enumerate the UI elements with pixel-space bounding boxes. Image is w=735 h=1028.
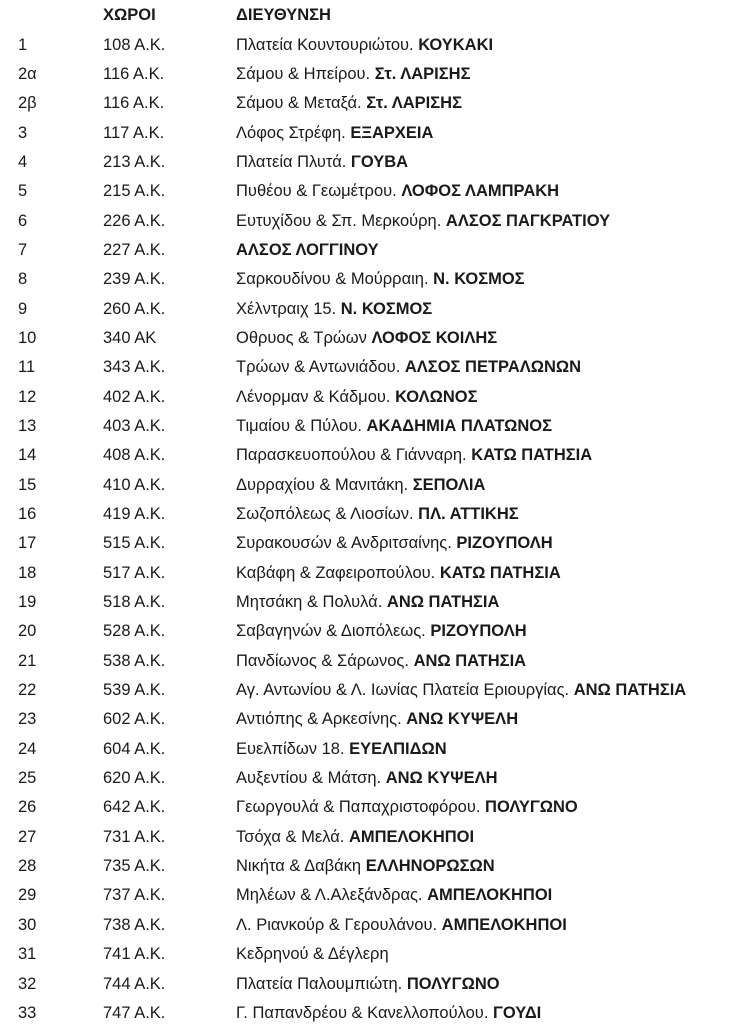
row-address: [236, 798, 735, 817]
address-neighborhood: ΑΝΩ ΠΑΤΗΣΙΑ: [573, 681, 687, 700]
column-header-xoroi: ΧΩΡΟΙ: [103, 6, 156, 25]
row-address: [236, 534, 735, 553]
table-row: [0, 881, 735, 910]
address-neighborhood: ΣΕΠΟΛΙΑ: [412, 475, 486, 494]
row-spaces: 620 Α.Κ.: [103, 769, 166, 788]
address-neighborhood: Στ. ΛΑΡΙΣΗΣ: [374, 64, 471, 83]
row-spaces: 402 Α.Κ.: [103, 387, 166, 406]
address-street: Σαρκουδίνου & Μούρραιη.: [236, 270, 429, 289]
table-row: [0, 441, 735, 470]
row-number: 17: [18, 534, 37, 553]
address-street: Τρώων & Αντωνιάδου.: [236, 358, 401, 377]
row-number: 18: [18, 563, 37, 582]
row-number: 25: [18, 769, 37, 788]
row-address: [236, 241, 735, 260]
row-spaces: 515 Α.Κ.: [103, 534, 166, 553]
row-number: 14: [18, 446, 37, 465]
address-neighborhood: Ν. ΚΟΣΜΟΣ: [433, 270, 525, 289]
address-street: Πανδίωνος & Σάρωνος.: [236, 651, 409, 670]
address-street: Ευτυχίδου & Σπ. Μερκούρη.: [236, 211, 442, 230]
row-spaces: 410 Α.Κ.: [103, 475, 166, 494]
row-address: [236, 652, 735, 671]
row-address: [236, 124, 735, 143]
row-spaces: 738 Α.Κ.: [103, 915, 166, 934]
address-street: Λ. Ριανκούρ & Γερουλάνου.: [236, 915, 438, 934]
row-number: 7: [18, 240, 28, 259]
row-address: [236, 300, 735, 319]
table-row: [0, 617, 735, 646]
row-address: [236, 270, 735, 289]
row-number: 31: [18, 945, 37, 964]
row-number: 27: [18, 827, 37, 846]
row-spaces: 215 Α.Κ.: [103, 182, 166, 201]
address-street: Μηλέων & Λ.Αλεξάνδρας.: [236, 886, 423, 905]
row-number: 2β: [18, 94, 37, 113]
table-row: [0, 823, 735, 852]
row-address: [236, 476, 735, 495]
address-neighborhood: Ν. ΚΟΣΜΟΣ: [340, 299, 433, 318]
address-street: Γ. Παπανδρέου & Κανελλοπούλου.: [236, 1003, 489, 1022]
address-neighborhood: ΑΜΠΕΛΟΚΗΠΟΙ: [348, 827, 475, 846]
row-address: [236, 681, 735, 700]
address-street: Σωζοπόλεως & Λιοσίων.: [236, 505, 414, 524]
row-number: 13: [18, 416, 37, 435]
row-spaces: 602 Α.Κ.: [103, 710, 166, 729]
row-number: 2α: [18, 64, 37, 83]
table-row: [0, 999, 735, 1028]
address-neighborhood: ΑΝΩ ΠΑΤΗΣΙΑ: [386, 593, 500, 612]
row-number: 30: [18, 915, 37, 934]
table-row: [0, 118, 735, 147]
table-row: [0, 89, 735, 118]
address-street: Κεδρηνού & Δέγλερη: [236, 945, 389, 964]
row-address: [236, 828, 735, 847]
row-number: 32: [18, 974, 37, 993]
row-number: 21: [18, 651, 37, 670]
row-spaces: 343 Α.Κ.: [103, 358, 166, 377]
row-address: [236, 857, 735, 876]
row-spaces: 239 Α.Κ.: [103, 270, 166, 289]
address-street: Πλατεία Κουντουριώτου.: [236, 35, 414, 54]
table-row: [0, 412, 735, 441]
address-street: Σάμου & Μεταξά.: [236, 94, 362, 113]
address-street: Δυρραχίου & Μανιτάκη.: [236, 475, 409, 494]
row-number: 26: [18, 798, 37, 817]
address-street: Συρακουσών & Ανδριτσαίνης.: [236, 534, 452, 553]
address-neighborhood: ΚΟΥΚΑΚΙ: [418, 35, 494, 54]
table-row: [0, 30, 735, 59]
row-number: 1: [18, 35, 28, 54]
row-number: 6: [18, 211, 28, 230]
table-row: [0, 324, 735, 353]
address-neighborhood: ΑΛΣΟΣ ΠΕΤΡΑΛΩΝΩΝ: [404, 358, 582, 377]
row-number: 3: [18, 123, 28, 142]
address-street: Μητσάκη & Πολυλά.: [236, 593, 383, 612]
row-address: [236, 446, 735, 465]
address-neighborhood: ΡΙΖΟΥΠΟΛΗ: [456, 534, 553, 553]
row-number: 12: [18, 387, 37, 406]
row-address: [236, 564, 735, 583]
table-row: [0, 236, 735, 265]
row-spaces: 117 Α.Κ.: [103, 123, 165, 142]
address-neighborhood: ΕΥΕΛΠΙΔΩΝ: [349, 739, 447, 758]
row-address: [236, 593, 735, 612]
address-street: Σάμου & Ηπείρου.: [236, 64, 371, 83]
row-address: [236, 329, 735, 348]
row-number: 4: [18, 152, 28, 171]
table-row: [0, 206, 735, 235]
row-spaces: 340 ΑΚ: [103, 328, 157, 347]
table-row: [0, 177, 735, 206]
address-street: Πυθέου & Γεωμέτρου.: [236, 182, 397, 201]
address-neighborhood: ΑΜΠΕΛΟΚΗΠΟΙ: [427, 886, 553, 905]
address-street: Αντιόπης & Αρκεσίνης.: [236, 710, 402, 729]
table-row: [0, 793, 735, 822]
row-number: 20: [18, 622, 37, 641]
row-spaces: 108 Α.Κ.: [103, 35, 166, 54]
row-spaces: 260 Α.Κ.: [103, 299, 166, 318]
row-number: 16: [18, 505, 37, 524]
table-row: [0, 559, 735, 588]
row-spaces: 737 Α.Κ.: [103, 886, 166, 905]
row-spaces: 403 Α.Κ.: [103, 416, 166, 435]
table-header-row: [0, 1, 735, 30]
address-neighborhood: ΠΟΛΥΓΩΝΟ: [485, 798, 578, 817]
row-number: 23: [18, 710, 37, 729]
address-neighborhood: ΚΑΤΩ ΠΑΤΗΣΙΑ: [439, 563, 561, 582]
column-header-dieythynsi: ΔΙΕΥΘΥΝΣΗ: [236, 6, 331, 25]
row-number: 29: [18, 886, 37, 905]
table-body: [0, 30, 735, 1028]
row-spaces: 741 Α.Κ.: [103, 945, 166, 964]
address-street: Τιμαίου & Πύλου.: [236, 416, 362, 435]
row-address: [236, 622, 735, 641]
row-number: 8: [18, 270, 28, 289]
row-spaces: 213 Α.Κ.: [103, 152, 166, 171]
row-spaces: 517 Α.Κ.: [103, 563, 166, 582]
row-address: [236, 769, 735, 788]
address-neighborhood: Στ. ΛΑΡΙΣΗΣ: [366, 94, 462, 113]
table-row: [0, 529, 735, 558]
row-spaces: 116 Α.Κ.: [103, 64, 165, 83]
row-spaces: 731 Α.Κ.: [103, 827, 166, 846]
row-spaces: 419 Α.Κ.: [103, 505, 166, 524]
table-row: [0, 940, 735, 969]
row-number: 15: [18, 475, 37, 494]
row-address: [236, 740, 735, 759]
table-row: [0, 852, 735, 881]
address-street: Αυξεντίου & Μάτση.: [236, 769, 382, 788]
address-street: Πλατεία Πλυτά.: [236, 152, 347, 171]
row-number: 19: [18, 593, 37, 612]
row-number: 24: [18, 739, 37, 758]
address-neighborhood: ΡΙΖΟΥΠΟΛΗ: [430, 622, 527, 641]
row-spaces: 604 Α.Κ.: [103, 739, 166, 758]
row-address: [236, 710, 735, 729]
address-neighborhood: ΑΛΣΟΣ ΛΟΓΓΙΝΟΥ: [236, 240, 379, 259]
table-row: [0, 764, 735, 793]
row-address: [236, 505, 735, 524]
address-street: Χέλντραιχ 15.: [236, 299, 337, 318]
address-street: Οθρυος & Τρώων: [236, 328, 367, 347]
row-address: [236, 153, 735, 172]
row-address: [236, 388, 735, 407]
address-neighborhood: ΑΝΩ ΚΥΨΕΛΗ: [406, 710, 519, 729]
table-row: [0, 647, 735, 676]
row-address: [236, 182, 735, 201]
row-spaces: 528 Α.Κ.: [103, 622, 166, 641]
table-row: [0, 353, 735, 382]
address-neighborhood: ΑΝΩ ΠΑΤΗΣΙΑ: [413, 651, 527, 670]
address-street: Νικήτα & Δαβάκη: [236, 857, 362, 876]
table-row: [0, 148, 735, 177]
table-row: [0, 60, 735, 89]
table-row: [0, 911, 735, 940]
address-street: Λόφος Στρέφη.: [236, 123, 346, 142]
table-row: [0, 676, 735, 705]
table-row: [0, 588, 735, 617]
address-neighborhood: ΑΝΩ ΚΥΨΕΛΗ: [385, 769, 498, 788]
address-street: Πλατεία Παλουμπιώτη.: [236, 974, 403, 993]
row-address: [236, 417, 735, 436]
row-address: [236, 886, 735, 905]
address-street: Γεωργουλά & Παπαχριστοφόρου.: [236, 798, 481, 817]
row-spaces: 744 Α.Κ.: [103, 974, 166, 993]
table-row: [0, 265, 735, 294]
row-address: [236, 975, 735, 994]
row-address: [236, 36, 735, 55]
row-address: [236, 212, 735, 231]
address-street: Τσόχα & Μελά.: [236, 827, 345, 846]
table-row: [0, 471, 735, 500]
row-number: 9: [18, 299, 28, 318]
address-neighborhood: ΓΟΥΒΑ: [350, 152, 409, 171]
address-street: Ευελπίδων 18.: [236, 739, 345, 758]
address-street: Καβάφη & Ζαφειροπούλου.: [236, 563, 436, 582]
table-row: [0, 294, 735, 323]
row-address: [236, 1004, 735, 1023]
row-number: 5: [18, 182, 28, 201]
row-address: [236, 65, 735, 84]
address-neighborhood: ΛΟΦΟΣ ΛΑΜΠΡΑΚΗ: [401, 182, 560, 201]
address-neighborhood: ΕΞΑΡΧΕΙΑ: [350, 123, 434, 142]
address-street: Λένορμαν & Κάδμου.: [236, 387, 391, 406]
row-number: 33: [18, 1003, 37, 1022]
row-spaces: 642 Α.Κ.: [103, 798, 166, 817]
address-neighborhood: ΑΜΠΕΛΟΚΗΠΟΙ: [441, 915, 567, 934]
address-neighborhood: ΠΛ. ΑΤΤΙΚΗΣ: [418, 505, 519, 524]
table-row: [0, 705, 735, 734]
row-spaces: 539 Α.Κ.: [103, 681, 166, 700]
row-spaces: 538 Α.Κ.: [103, 651, 166, 670]
row-number: 10: [18, 328, 37, 347]
address-neighborhood: ΚΟΛΩΝΟΣ: [395, 387, 478, 406]
row-spaces: 408 Α.Κ.: [103, 446, 166, 465]
table-row: [0, 735, 735, 764]
address-neighborhood: ΕΛΛΗΝΟΡΩΣΩΝ: [365, 857, 495, 876]
row-spaces: 518 Α.Κ.: [103, 593, 166, 612]
row-address: [236, 94, 735, 113]
row-spaces: 747 Α.Κ.: [103, 1003, 166, 1022]
address-street: Αγ. Αντωνίου & Λ. Ιωνίας Πλατεία Εριουργίας.: [236, 681, 570, 700]
row-number: 11: [18, 358, 36, 377]
row-number: 22: [18, 681, 37, 700]
table-row: [0, 500, 735, 529]
address-neighborhood: ΠΟΛΥΓΩΝΟ: [406, 974, 500, 993]
address-neighborhood: ΛΟΦΟΣ ΚΟΙΛΗΣ: [371, 328, 498, 347]
row-spaces: 116 Α.Κ.: [103, 94, 165, 113]
row-address: [236, 916, 735, 935]
table-row: [0, 969, 735, 998]
row-address: [236, 945, 735, 964]
address-street: Παρασκευοπούλου & Γιάνναρη.: [236, 446, 467, 465]
row-spaces: 227 Α.Κ.: [103, 240, 166, 259]
address-neighborhood: ΓΟΥΔΙ: [493, 1003, 542, 1022]
address-neighborhood: ΑΛΣΟΣ ΠΑΓΚΡΑΤΙΟΥ: [445, 211, 611, 230]
row-number: 28: [18, 857, 37, 876]
address-neighborhood: ΑΚΑΔΗΜΙΑ ΠΛΑΤΩΝΟΣ: [366, 416, 553, 435]
row-spaces: 735 Α.Κ.: [103, 857, 166, 876]
address-neighborhood: ΚΑΤΩ ΠΑΤΗΣΙΑ: [471, 446, 593, 465]
table-row: [0, 382, 735, 411]
row-address: [236, 358, 735, 377]
row-spaces: 226 Α.Κ.: [103, 211, 166, 230]
address-street: Σαβαγηνών & Διοπόλεως.: [236, 622, 426, 641]
